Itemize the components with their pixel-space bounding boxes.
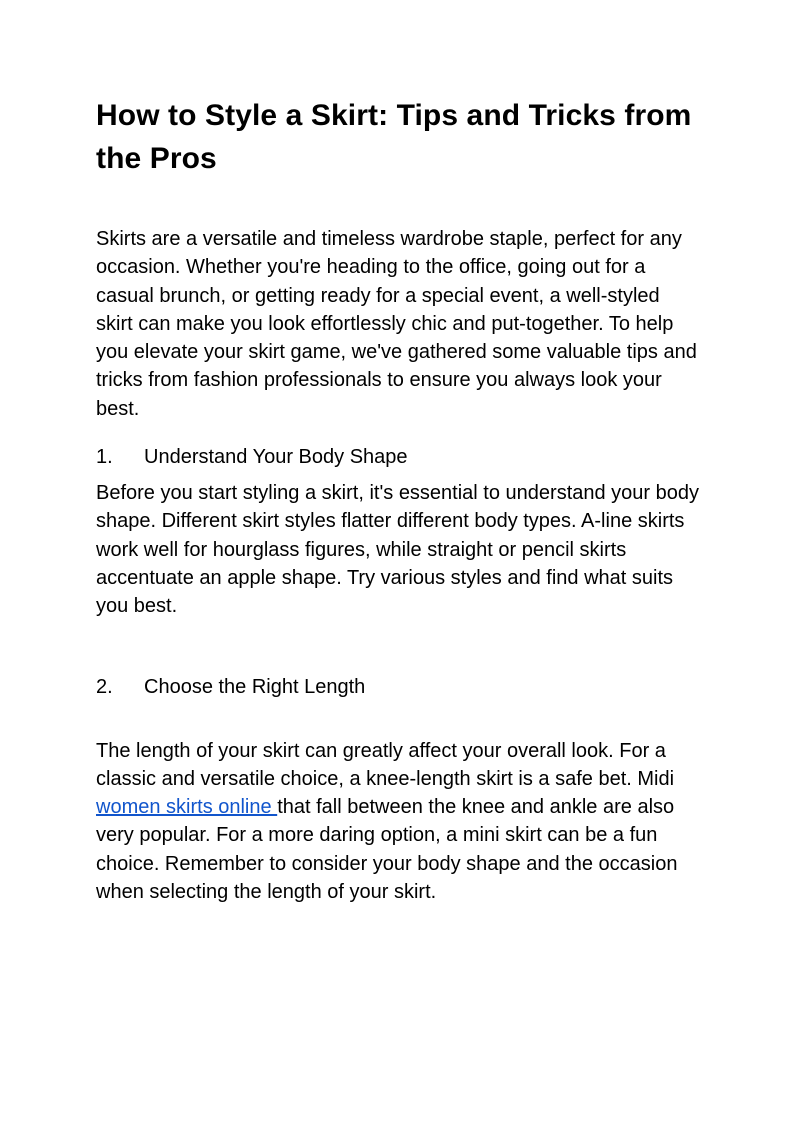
intro-paragraph: Skirts are a versatile and timeless wardrobe staple, perfect for any occasion. Whether you're heading to the office, going out for a casual brunch, or getting ready for a special event, a well-styled skirt can make you look effortlessly chic and put-together. To help you elevate your skirt game, we've gathered some valuable tips and tricks from fashion professionals to ensure you always look your best. (96, 228, 697, 420)
section-body-body-shape: Before you start styling a skirt, it's essential to understand your body shape. Different skirt styles flatter different body types. A-line skirts work well for hourglass figures, while straight or pencil skirts accentuate an apple shape. Try various styles and find what suits you best. (96, 482, 700, 618)
article-title: How to Style a Skirt: Tips and Tricks from the Pros (96, 99, 692, 175)
women-skirts-online-link[interactable]: women skirts online (96, 796, 278, 819)
section-number: 1. (96, 446, 113, 469)
document-page (96, 94, 701, 906)
body-text-before-link: The length of your skirt can greatly affect your overall look. For a classic and versatile choice, a knee-length skirt is a safe bet. Midi (96, 739, 675, 790)
section-heading-length (96, 673, 701, 701)
section-body-length (96, 737, 701, 907)
section-heading-text: Understand Your Body Shape (144, 446, 408, 469)
section-number: 2. (96, 675, 113, 698)
body-text-after-link: that fall between the knee and ankle are also very popular. For a more daring option, a mini skirt can be a fun choice. Remember to consider your body shape and the occasion when selecting the length of your skirt. (96, 796, 678, 904)
section-heading-text: Choose the Right Length (144, 675, 366, 698)
section-heading-body-shape (96, 443, 701, 471)
